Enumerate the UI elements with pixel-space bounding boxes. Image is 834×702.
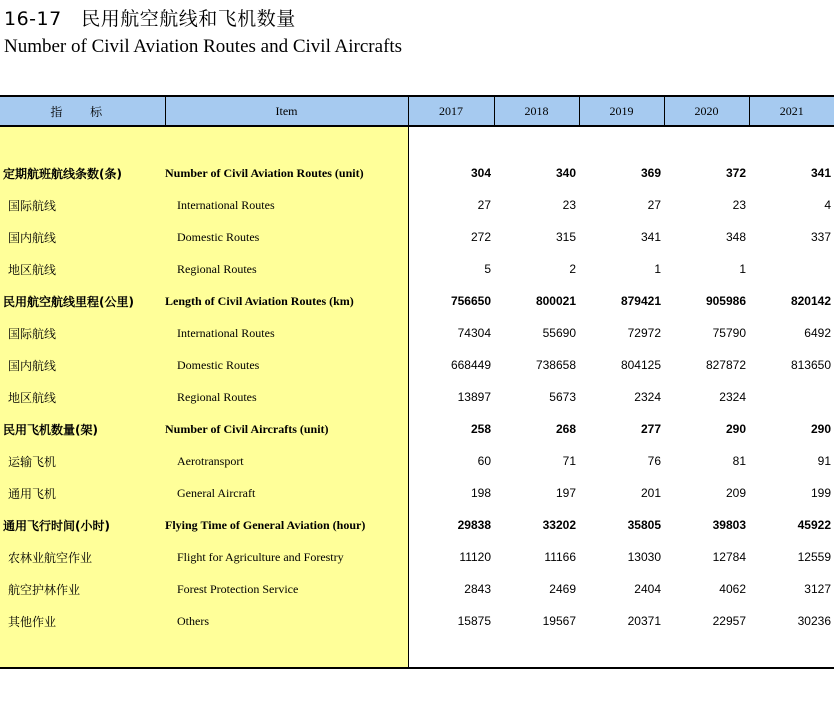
- value-cell: 756650: [450, 294, 491, 308]
- value-cell: 3127: [804, 582, 831, 596]
- value-cell: 337: [810, 230, 831, 244]
- value-cell: 5: [484, 262, 491, 276]
- value-cell: 13897: [457, 390, 491, 404]
- value-cell: 2324: [634, 390, 661, 404]
- header-year: 2021: [749, 96, 834, 126]
- value-cell: 201: [640, 486, 661, 500]
- table-row: [0, 541, 834, 573]
- data-table-wrapper: [0, 95, 834, 670]
- row-label-en: Regional Routes: [165, 253, 408, 285]
- header-year: 2018: [494, 96, 579, 126]
- row-label-en: Regional Routes: [165, 381, 408, 413]
- value-cell: 304: [470, 166, 491, 180]
- value-cell: 33202: [542, 518, 576, 532]
- value-cell: 27: [647, 198, 661, 212]
- value-cell: 29838: [457, 518, 491, 532]
- value-cell: 668449: [450, 358, 491, 372]
- row-label-en: Domestic Routes: [165, 349, 408, 381]
- table-row: [0, 381, 834, 413]
- value-cell: 879421: [620, 294, 661, 308]
- value-cell: 2469: [549, 582, 576, 596]
- value-cell: 91: [817, 454, 831, 468]
- end-row: [0, 637, 834, 668]
- header-year: 2020: [664, 96, 749, 126]
- table-row: [0, 413, 834, 445]
- value-cell: 1: [739, 262, 746, 276]
- row-label-en: Flight for Agriculture and Forestry: [165, 541, 408, 573]
- row-label-cn: 定期航班航线条数(条): [0, 157, 165, 189]
- value-cell: 23: [562, 198, 576, 212]
- value-cell: 74304: [457, 326, 491, 340]
- value-cell: 76: [647, 454, 661, 468]
- value-cell: 340: [555, 166, 576, 180]
- value-cell: 820142: [790, 294, 831, 308]
- value-cell: 2: [569, 262, 576, 276]
- value-cell: 11166: [544, 550, 576, 564]
- row-label-en: Number of Civil Aircrafts (unit): [165, 413, 408, 445]
- table-row: [0, 189, 834, 221]
- value-cell: 209: [725, 486, 746, 500]
- row-label-en: Forest Protection Service: [165, 573, 408, 605]
- value-cell: 369: [640, 166, 661, 180]
- row-label-cn: 国内航线: [0, 349, 165, 381]
- row-label-cn: 通用飞行时间(小时): [0, 509, 165, 541]
- value-cell: [749, 253, 834, 285]
- aviation-table: [0, 95, 834, 669]
- row-label-cn: 国际航线: [0, 189, 165, 221]
- value-cell: 2324: [719, 390, 746, 404]
- value-cell: 4062: [719, 582, 746, 596]
- value-cell: 13030: [627, 550, 661, 564]
- value-cell: 348: [725, 230, 746, 244]
- table-row: [0, 253, 834, 285]
- value-cell: 341: [640, 230, 661, 244]
- value-cell: 12559: [797, 550, 831, 564]
- value-cell: 30236: [797, 614, 831, 628]
- value-cell: 75790: [712, 326, 746, 340]
- header-row: [0, 96, 834, 126]
- spacer-row: [0, 126, 834, 157]
- table-row: [0, 317, 834, 349]
- table-row: [0, 573, 834, 605]
- row-label-en: International Routes: [165, 317, 408, 349]
- row-label-en: General Aircraft: [165, 477, 408, 509]
- header-item: Item: [165, 96, 408, 126]
- value-cell: 905986: [705, 294, 746, 308]
- value-cell: 5673: [549, 390, 576, 404]
- value-cell: 6492: [804, 326, 831, 340]
- value-cell: 813650: [790, 358, 831, 372]
- header-year: 2019: [579, 96, 664, 126]
- value-cell: 268: [555, 422, 576, 436]
- table-row: [0, 605, 834, 637]
- value-cell: [749, 381, 834, 413]
- row-label-cn: 其他作业: [0, 605, 165, 637]
- value-cell: 39803: [712, 518, 746, 532]
- row-label-cn: 农林业航空作业: [0, 541, 165, 573]
- value-cell: 81: [732, 454, 746, 468]
- row-label-en: Flying Time of General Aviation (hour): [165, 509, 408, 541]
- value-cell: 800021: [535, 294, 576, 308]
- row-label-cn: 国际航线: [0, 317, 165, 349]
- value-cell: 198: [470, 486, 491, 500]
- value-cell: 23: [732, 198, 746, 212]
- row-label-cn: 通用飞机: [0, 477, 165, 509]
- value-cell: 804125: [620, 358, 661, 372]
- value-cell: 19567: [542, 614, 576, 628]
- row-label-cn: 地区航线: [0, 253, 165, 285]
- value-cell: 27: [477, 198, 491, 212]
- value-cell: 71: [562, 454, 576, 468]
- value-cell: 290: [725, 422, 746, 436]
- value-cell: 827872: [705, 358, 746, 372]
- value-cell: 4: [824, 198, 831, 212]
- value-cell: 35805: [627, 518, 661, 532]
- row-label-en: Others: [165, 605, 408, 637]
- title-cn: 16-17 民用航空航线和飞机数量: [4, 8, 296, 30]
- row-label-cn: 国内航线: [0, 221, 165, 253]
- row-label-cn: 民用飞机数量(架): [0, 413, 165, 445]
- row-label-cn: 航空护林作业: [0, 573, 165, 605]
- value-cell: 11120: [459, 550, 491, 564]
- value-cell: 2843: [464, 582, 491, 596]
- value-cell: 72972: [627, 326, 661, 340]
- value-cell: 1: [654, 262, 661, 276]
- value-cell: 60: [477, 454, 491, 468]
- table-body: [0, 126, 834, 668]
- value-cell: 315: [555, 230, 576, 244]
- value-cell: 199: [810, 486, 831, 500]
- header-year: 2017: [408, 96, 494, 126]
- table-row: [0, 349, 834, 381]
- table-row: [0, 221, 834, 253]
- row-label-en: Number of Civil Aviation Routes (unit): [165, 157, 408, 189]
- value-cell: 20371: [627, 614, 661, 628]
- value-cell: 372: [725, 166, 746, 180]
- value-cell: 341: [810, 166, 831, 180]
- row-label-cn: 地区航线: [0, 381, 165, 413]
- value-cell: 22957: [712, 614, 746, 628]
- value-cell: 12784: [712, 550, 746, 564]
- table-row: [0, 509, 834, 541]
- row-label-en: Length of Civil Aviation Routes (km): [165, 285, 408, 317]
- value-cell: 45922: [797, 518, 831, 532]
- table-row: [0, 285, 834, 317]
- table-row: [0, 445, 834, 477]
- value-cell: 15875: [457, 614, 491, 628]
- value-cell: 277: [640, 422, 661, 436]
- table-row: [0, 157, 834, 189]
- value-cell: 738658: [535, 358, 576, 372]
- row-label-en: Domestic Routes: [165, 221, 408, 253]
- value-cell: 55690: [542, 326, 576, 340]
- value-cell: 272: [470, 230, 491, 244]
- title-en: Number of Civil Aviation Routes and Civil Aircrafts: [4, 36, 403, 57]
- value-cell: 197: [555, 486, 576, 500]
- row-label-en: Aerotransport: [165, 445, 408, 477]
- value-cell: 290: [810, 422, 831, 436]
- row-label-en: International Routes: [165, 189, 408, 221]
- row-label-cn: 运输飞机: [0, 445, 165, 477]
- value-cell: 2404: [634, 582, 661, 596]
- row-label-cn: 民用航空航线里程(公里): [0, 285, 165, 317]
- header-indicator-cn: 指 标: [0, 96, 165, 126]
- table-row: [0, 477, 834, 509]
- value-cell: 258: [470, 422, 491, 436]
